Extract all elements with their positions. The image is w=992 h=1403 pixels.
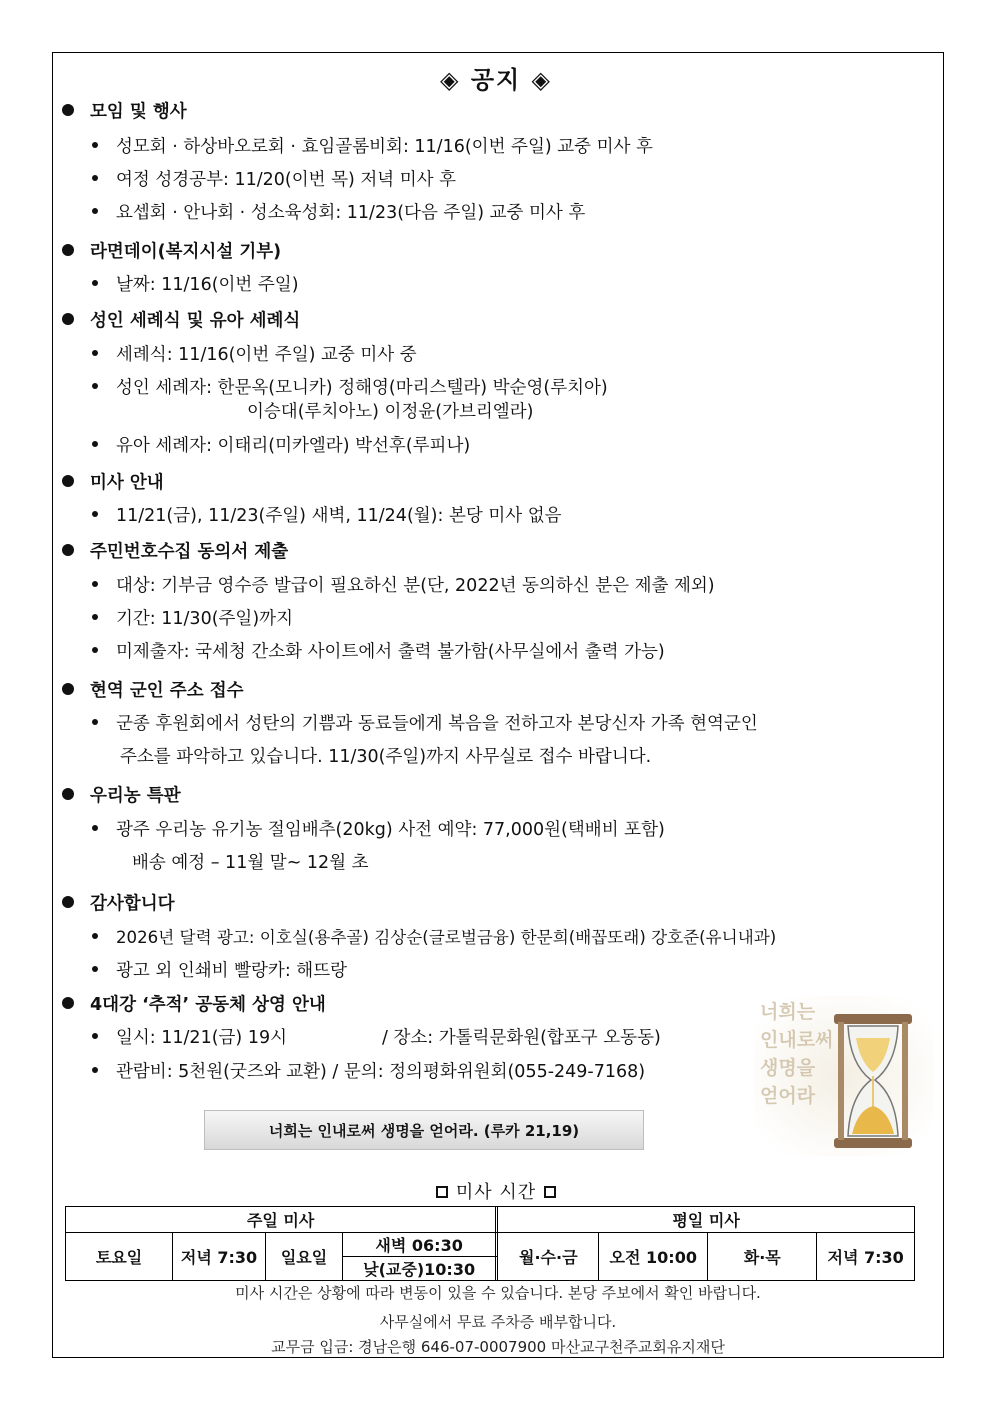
bullet-icon — [92, 383, 98, 389]
bullet-icon — [92, 1067, 98, 1073]
bullet-icon — [92, 933, 98, 939]
section-heading: 라면데이(복지시설 기부) — [62, 238, 281, 263]
tt-time: 저녁 7:30 — [817, 1233, 915, 1281]
list-item: 2026년 달력 광고: 이호실(용추골) 김상순(글로벌금융) 한문희(배꼽또래) 강호준(유니내과) — [92, 924, 776, 948]
bullet-icon — [92, 208, 98, 214]
bullet-icon — [92, 719, 98, 725]
bullet-dot-icon — [62, 997, 74, 1009]
sunday-day-time: 낮(교중)10:30 — [343, 1257, 497, 1281]
list-item: 여정 성경공부: 11/20(이번 목) 저녁 미사 후 — [92, 166, 456, 191]
bullet-dot-icon — [62, 475, 74, 487]
note-line: 교무금 입금: 경남은행 646-07-0007900 마산교구천주교회유지재단 — [271, 1338, 725, 1356]
hourglass-illustration — [754, 996, 934, 1156]
list-item: 유아 세례자: 이태리(미카엘라) 박선후(루피나) — [92, 432, 470, 457]
list-item: 날짜: 11/16(이번 주일) — [92, 271, 299, 296]
mwf-label: 월·수·금 — [497, 1233, 599, 1281]
list-item: 기간: 11/30(주일)까지 — [92, 605, 293, 630]
list-item: 성모회 · 하상바오로회 · 효임골롬비회: 11/16(이번 주일) 교중 미사 후 — [92, 133, 653, 158]
svg-text:얻어라: 얻어라 — [760, 1085, 816, 1107]
weekday-mass-header: 평일 미사 — [497, 1207, 915, 1233]
section-heading: 모임 및 행사 — [62, 98, 187, 123]
bullet-dot-icon — [62, 683, 74, 695]
bullet-icon — [92, 350, 98, 356]
list-item-continuation: 주소를 파악하고 있습니다. 11/30(주일)까지 사무실로 접수 바랍니다. — [120, 747, 652, 767]
bullet-dot-icon — [62, 104, 74, 116]
list-item: 요셉회 · 안나회 · 성소육성회: 11/23(다음 주일) 교중 미사 후 — [92, 199, 585, 224]
bullet-icon — [92, 966, 98, 972]
saturday-label: 토요일 — [66, 1233, 173, 1281]
section-heading: 현역 군인 주소 접수 — [62, 677, 244, 702]
bullet-dot-icon — [62, 244, 74, 256]
list-item: 11/21(금), 11/23(주일) 새벽, 11/24(월): 본당 미사 없음 — [92, 502, 562, 527]
bullet-icon — [92, 280, 98, 286]
hourglass-icon — [754, 996, 934, 1156]
bullet-icon — [92, 142, 98, 148]
page-title: ◈ 공지 ◈ — [440, 66, 552, 94]
list-item-continuation: 이승대(루치아노) 이정윤(가브리엘라) — [247, 402, 534, 422]
mass-times-table — [65, 1206, 915, 1281]
bullet-icon — [92, 614, 98, 620]
section-heading: 미사 안내 — [62, 469, 164, 494]
mwf-time: 오전 10:00 — [599, 1233, 708, 1281]
tt-label: 화·목 — [708, 1233, 817, 1281]
bullet-icon — [92, 647, 98, 653]
note-line: 미사 시간은 상황에 따라 변동이 있을 수 있습니다. 본당 주보에서 확인 바랍니다. — [235, 1284, 761, 1302]
list-item-venue: / 장소: 가톨릭문화원(합포구 오동동) — [382, 1028, 661, 1048]
checkbox-square-icon — [436, 1186, 448, 1198]
note-line: 사무실에서 무료 주차증 배부합니다. — [379, 1313, 617, 1331]
bullet-dot-icon — [62, 896, 74, 908]
bullet-icon — [92, 825, 98, 831]
svg-text:인내로써: 인내로써 — [760, 1029, 834, 1051]
list-item: 미제출자: 국세청 간소화 사이트에서 출력 불가함(사무실에서 출력 가능) — [92, 638, 665, 663]
list-item: 관람비: 5천원(굿즈와 교환) / 문의: 정의평화위원회(055-249-7168) — [92, 1058, 645, 1083]
sunday-label: 일요일 — [266, 1233, 343, 1281]
section-heading: 우리농 특판 — [62, 782, 181, 807]
saturday-time: 저녁 7:30 — [173, 1233, 266, 1281]
svg-text:생명을: 생명을 — [760, 1057, 816, 1079]
list-item: 광고 외 인쇄비 빨랑카: 해뜨랑 — [92, 957, 347, 982]
quote-banner: 너희는 인내로써 생명을 얻어라. (루카 21,19) — [204, 1110, 644, 1150]
section-heading: 성인 세례식 및 유아 세례식 — [62, 307, 300, 332]
list-item: 광주 우리농 유기농 절임배추(20kg) 사전 예약: 77,000원(택배비 포함) — [92, 816, 665, 841]
list-item: 세례식: 11/16(이번 주일) 교중 미사 중 — [92, 341, 417, 366]
bullet-icon — [92, 1033, 98, 1039]
sunday-mass-header: 주일 미사 — [66, 1207, 497, 1233]
bullet-dot-icon — [62, 788, 74, 800]
list-item: 성인 세례자: 한문옥(모니카) 정해영(마리스텔라) 박순영(루치아) — [92, 374, 608, 399]
bullet-icon — [92, 175, 98, 181]
section-heading: 감사합니다 — [62, 890, 175, 915]
bullet-dot-icon — [62, 313, 74, 325]
svg-text:너희는: 너희는 — [760, 1001, 816, 1023]
list-item-continuation: 배송 예정 – 11월 말~ 12월 초 — [132, 853, 369, 873]
section-heading: 주민번호수집 동의서 제출 — [62, 538, 288, 563]
bullet-icon — [92, 441, 98, 447]
list-item: 일시: 11/21(금) 19시 — [92, 1024, 287, 1049]
mass-times-title: 미사 시간 — [0, 1178, 992, 1204]
bullet-icon — [92, 581, 98, 587]
sunday-dawn-time: 새벽 06:30 — [343, 1233, 497, 1257]
bullet-dot-icon — [62, 544, 74, 556]
checkbox-square-icon — [544, 1186, 556, 1198]
list-item: 군종 후원회에서 성탄의 기쁨과 동료들에게 복음을 전하고자 본당신자 가족 현역군인 — [92, 710, 758, 735]
section-heading: 4대강 ‘추적’ 공동체 상영 안내 — [62, 991, 326, 1016]
list-item: 대상: 기부금 영수증 발급이 필요하신 분(단, 2022년 동의하신 분은 제출 제외) — [92, 572, 715, 597]
bullet-icon — [92, 511, 98, 517]
